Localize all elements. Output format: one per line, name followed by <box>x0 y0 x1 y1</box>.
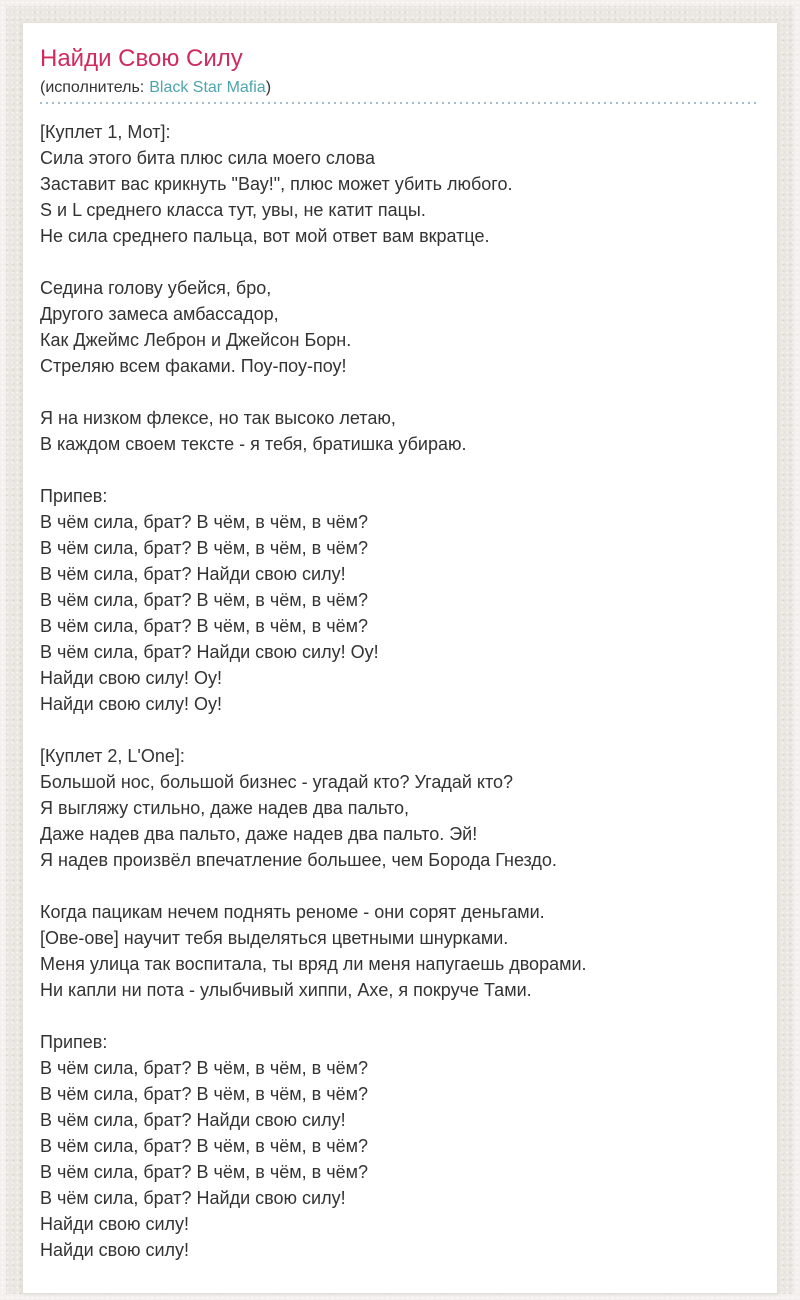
stanza <box>40 1029 757 1263</box>
lyric-line: В чём сила, брат? В чём, в чём, в чём? <box>40 1136 368 1156</box>
artist-line <box>40 78 757 100</box>
lyric-line: Ни капли ни пота - улыбчивый хиппи, Axe, я покруче Тами. <box>40 980 532 1000</box>
stanza <box>40 405 757 457</box>
lyric-line: Найди свою силу! <box>40 1240 190 1260</box>
lyric-line: Не сила среднего пальца, вот мой ответ вам вкратце. <box>40 226 490 246</box>
lyric-line: Когда пацикам нечем поднять реноме - они сорят деньгами. <box>40 902 545 922</box>
lyric-line: В чём сила, брат? Найди свою силу! <box>40 1110 346 1130</box>
lyric-line: Седина голову убейся, бро, <box>40 278 272 298</box>
stanza <box>40 743 757 873</box>
lyric-line: В чём сила, брат? Найди свою силу! <box>40 1188 346 1208</box>
stanza <box>40 275 757 379</box>
lyric-line: В чём сила, брат? В чём, в чём, в чём? <box>40 616 368 636</box>
stanza <box>40 899 757 1003</box>
lyric-line: Даже надев два пальто, даже надев два пальто. Эй! <box>40 824 478 844</box>
lyric-line: Припев: <box>40 486 108 506</box>
lyric-line: Стреляю всем факами. Поу-поу-поу! <box>40 356 347 376</box>
lyric-line: Заставит вас крикнуть "Вау!", плюс может убить любого. <box>40 174 513 194</box>
artist-link[interactable]: Black Star Mafia <box>149 79 266 96</box>
lyric-line: Я выгляжу стильно, даже надев два пальто, <box>40 798 410 818</box>
lyric-line: Найди свою силу! Оу! <box>40 668 223 688</box>
lyrics-card <box>22 22 778 1294</box>
lyric-line: В чём сила, брат? В чём, в чём, в чём? <box>40 538 368 558</box>
lyric-line: В чём сила, брат? В чём, в чём, в чём? <box>40 1162 368 1182</box>
lyric-line: Найди свою силу! <box>40 1214 190 1234</box>
artist-suffix: ) <box>265 79 272 96</box>
lyric-line: [Ове-ове] научит тебя выделяться цветными шнурками. <box>40 928 509 948</box>
lyric-line: Меня улица так воспитала, ты вряд ли меня напугаешь дворами. <box>40 954 587 974</box>
lyric-line: В чём сила, брат? Найди свою силу! Оу! <box>40 642 379 662</box>
lyric-line: Другого замеса амбассадор, <box>40 304 279 324</box>
lyric-line: Как Джеймс Леброн и Джейсон Борн. <box>40 330 352 350</box>
lyric-line: Я на низком флексе, но так высоко летаю, <box>40 408 396 428</box>
lyric-line: [Куплет 2, L'One]: <box>40 746 185 766</box>
stanza <box>40 119 757 249</box>
lyric-line: S и L среднего класса тут, увы, не катит пацы. <box>40 200 426 220</box>
dotted-separator <box>40 102 757 104</box>
lyric-line: В чём сила, брат? В чём, в чём, в чём? <box>40 512 368 532</box>
song-title: Найди Свою Силу <box>40 45 243 72</box>
lyrics-text <box>40 119 757 1263</box>
lyric-line: В чём сила, брат? Найди свою силу! <box>40 564 346 584</box>
lyric-line: Найди свою силу! Оу! <box>40 694 223 714</box>
lyric-line: В чём сила, брат? В чём, в чём, в чём? <box>40 1058 368 1078</box>
stanza <box>40 483 757 717</box>
lyric-line: Большой нос, большой бизнес - угадай кто? Угадай кто? <box>40 772 514 792</box>
lyric-line: В каждом своем тексте - я тебя, братишка убираю. <box>40 434 467 454</box>
lyric-line: Я надев произвёл впечатление большее, чем Борода Гнездо. <box>40 850 557 870</box>
lyric-line: [Куплет 1, Мот]: <box>40 122 171 142</box>
lyric-line: Сила этого бита плюс сила моего слова <box>40 148 375 168</box>
lyric-line: В чём сила, брат? В чём, в чём, в чём? <box>40 590 368 610</box>
lyric-line: В чём сила, брат? В чём, в чём, в чём? <box>40 1084 368 1104</box>
artist-label: (исполнитель: <box>40 79 145 96</box>
lyric-line: Припев: <box>40 1032 108 1052</box>
